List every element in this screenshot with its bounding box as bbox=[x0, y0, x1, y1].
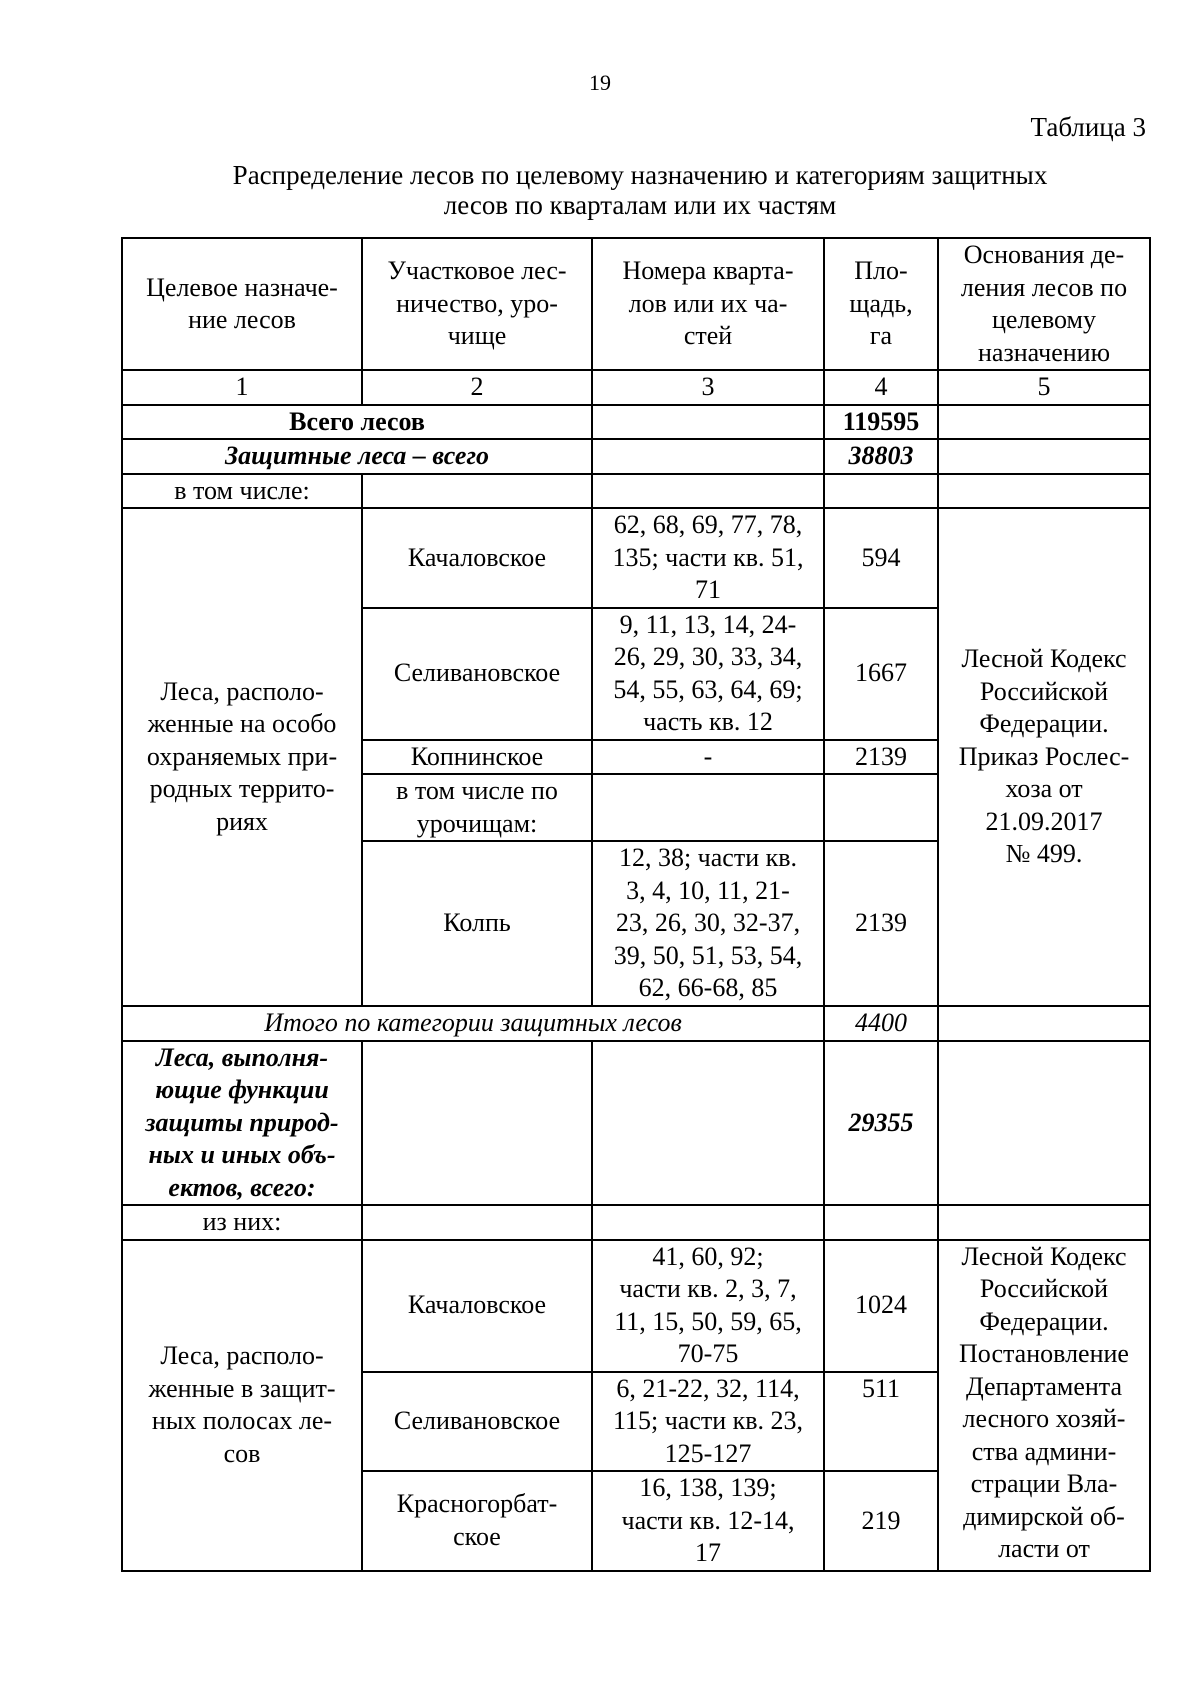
empty-cell bbox=[824, 474, 938, 509]
empty-cell bbox=[938, 1006, 1150, 1041]
protection-functions-label: Леса, выполня- ющие функции защиты природ- ных и иных объ- ектов, всего: bbox=[122, 1041, 362, 1206]
quarter-numbers: 9, 11, 13, 14, 24- 26, 29, 30, 33, 34, 54, 55, 63, 64, 69; часть кв. 12 bbox=[592, 608, 824, 740]
empty-cell bbox=[938, 439, 1150, 474]
table-row bbox=[122, 1240, 1150, 1372]
header-purpose: Целевое назначе- ние лесов bbox=[122, 238, 362, 370]
table-row bbox=[122, 508, 1150, 608]
empty-cell bbox=[938, 1041, 1150, 1206]
area-value: 2139 bbox=[824, 841, 938, 1006]
basis-section1: Лесной Кодекс Российской Федерации. Приказ Рослес- хоза от 21.09.2017 № 499. bbox=[938, 508, 1150, 1006]
total-forests-area: 119595 bbox=[824, 405, 938, 440]
protective-total-label: Защитные леса – всего bbox=[122, 439, 592, 474]
empty-cell bbox=[592, 1041, 824, 1206]
area-value: 594 bbox=[824, 508, 938, 608]
empty-cell bbox=[824, 1205, 938, 1240]
category-protective-belts: Леса, располо- женные в защит- ных полосах ле- сов bbox=[122, 1240, 362, 1571]
forestry-name: Качаловское bbox=[362, 508, 592, 608]
including-row bbox=[122, 474, 1150, 509]
category-total-label: Итого по категории защитных лесов bbox=[122, 1006, 824, 1041]
column-number: 2 bbox=[362, 370, 592, 405]
forest-distribution-table bbox=[121, 237, 1151, 1572]
empty-cell bbox=[938, 405, 1150, 440]
area-value: 2139 bbox=[824, 740, 938, 775]
total-forests-row bbox=[122, 405, 1150, 440]
column-number: 1 bbox=[122, 370, 362, 405]
column-number: 3 bbox=[592, 370, 824, 405]
header-quarters: Номера кварта- лов или их ча- стей bbox=[592, 238, 824, 370]
including-label: в том числе: bbox=[122, 474, 362, 509]
table-label: Таблица 3 bbox=[1030, 112, 1146, 142]
quarter-numbers: 12, 38; части кв. 3, 4, 10, 11, 21- 23, 26, 30, 32-37, 39, 50, 51, 53, 54, 62, 66-68, 85 bbox=[592, 841, 824, 1006]
area-value: 219 bbox=[824, 1471, 938, 1571]
header-forestry: Участковое лес- ничество, уро- чище bbox=[362, 238, 592, 370]
empty-cell bbox=[592, 1205, 824, 1240]
total-forests-label: Всего лесов bbox=[122, 405, 592, 440]
quarter-numbers: 41, 60, 92; части кв. 2, 3, 7, 11, 15, 50, 59, 65, 70-75 bbox=[592, 1240, 824, 1372]
header-area: Пло- щадь, га bbox=[824, 238, 938, 370]
quarter-numbers: 6, 21-22, 32, 114, 115; части кв. 23, 125-127 bbox=[592, 1372, 824, 1472]
forestry-name: Копнинское bbox=[362, 740, 592, 775]
column-number-row bbox=[122, 370, 1150, 405]
protection-functions-area: 29355 bbox=[824, 1041, 938, 1206]
empty-cell bbox=[362, 1041, 592, 1206]
category-total-row bbox=[122, 1006, 1150, 1041]
column-number: 5 bbox=[938, 370, 1150, 405]
forestry-name: Колпь bbox=[362, 841, 592, 1006]
forestry-name: в том числе по урочищам: bbox=[362, 774, 592, 841]
of-them-label: из них: bbox=[122, 1205, 362, 1240]
forestry-name: Качаловское bbox=[362, 1240, 592, 1372]
basis-section2: Лесной Кодекс Российской Федерации. Постановление Департамента лесного хозяй- ства админи- страции Вла- димирской об- ласти от bbox=[938, 1240, 1150, 1571]
empty-cell bbox=[592, 439, 824, 474]
forestry-name: Селивановское bbox=[362, 1372, 592, 1472]
area-value bbox=[824, 774, 938, 841]
page-number: 19 bbox=[589, 70, 611, 95]
column-number: 4 bbox=[824, 370, 938, 405]
table-title: Распределение лесов по целевому назначению и категориям защитных лесов по кварталам или их частям bbox=[232, 160, 1048, 220]
quarter-numbers: - bbox=[592, 740, 824, 775]
forestry-name: Красногорбат- ское bbox=[362, 1471, 592, 1571]
quarter-numbers bbox=[592, 774, 824, 841]
quarter-numbers: 62, 68, 69, 77, 78, 135; части кв. 51, 71 bbox=[592, 508, 824, 608]
area-value: 1024 bbox=[824, 1240, 938, 1372]
of-them-row bbox=[122, 1205, 1150, 1240]
empty-cell bbox=[938, 474, 1150, 509]
empty-cell bbox=[362, 474, 592, 509]
empty-cell bbox=[362, 1205, 592, 1240]
empty-cell bbox=[592, 474, 824, 509]
empty-cell bbox=[592, 405, 824, 440]
header-basis: Основания де- ления лесов по целевому назначению bbox=[938, 238, 1150, 370]
area-value: 511 bbox=[824, 1372, 938, 1472]
header-row bbox=[122, 238, 1150, 370]
empty-cell bbox=[938, 1205, 1150, 1240]
category-total-area: 4400 bbox=[824, 1006, 938, 1041]
area-value: 1667 bbox=[824, 608, 938, 740]
forestry-name: Селивановское bbox=[362, 608, 592, 740]
quarter-numbers: 16, 138, 139; части кв. 12-14, 17 bbox=[592, 1471, 824, 1571]
category-protected-territories: Леса, располо- женные на особо охраняемых при- родных террито- риях bbox=[122, 508, 362, 1006]
protective-total-row bbox=[122, 439, 1150, 474]
protective-total-area: 38803 bbox=[824, 439, 938, 474]
protection-functions-row bbox=[122, 1041, 1150, 1206]
